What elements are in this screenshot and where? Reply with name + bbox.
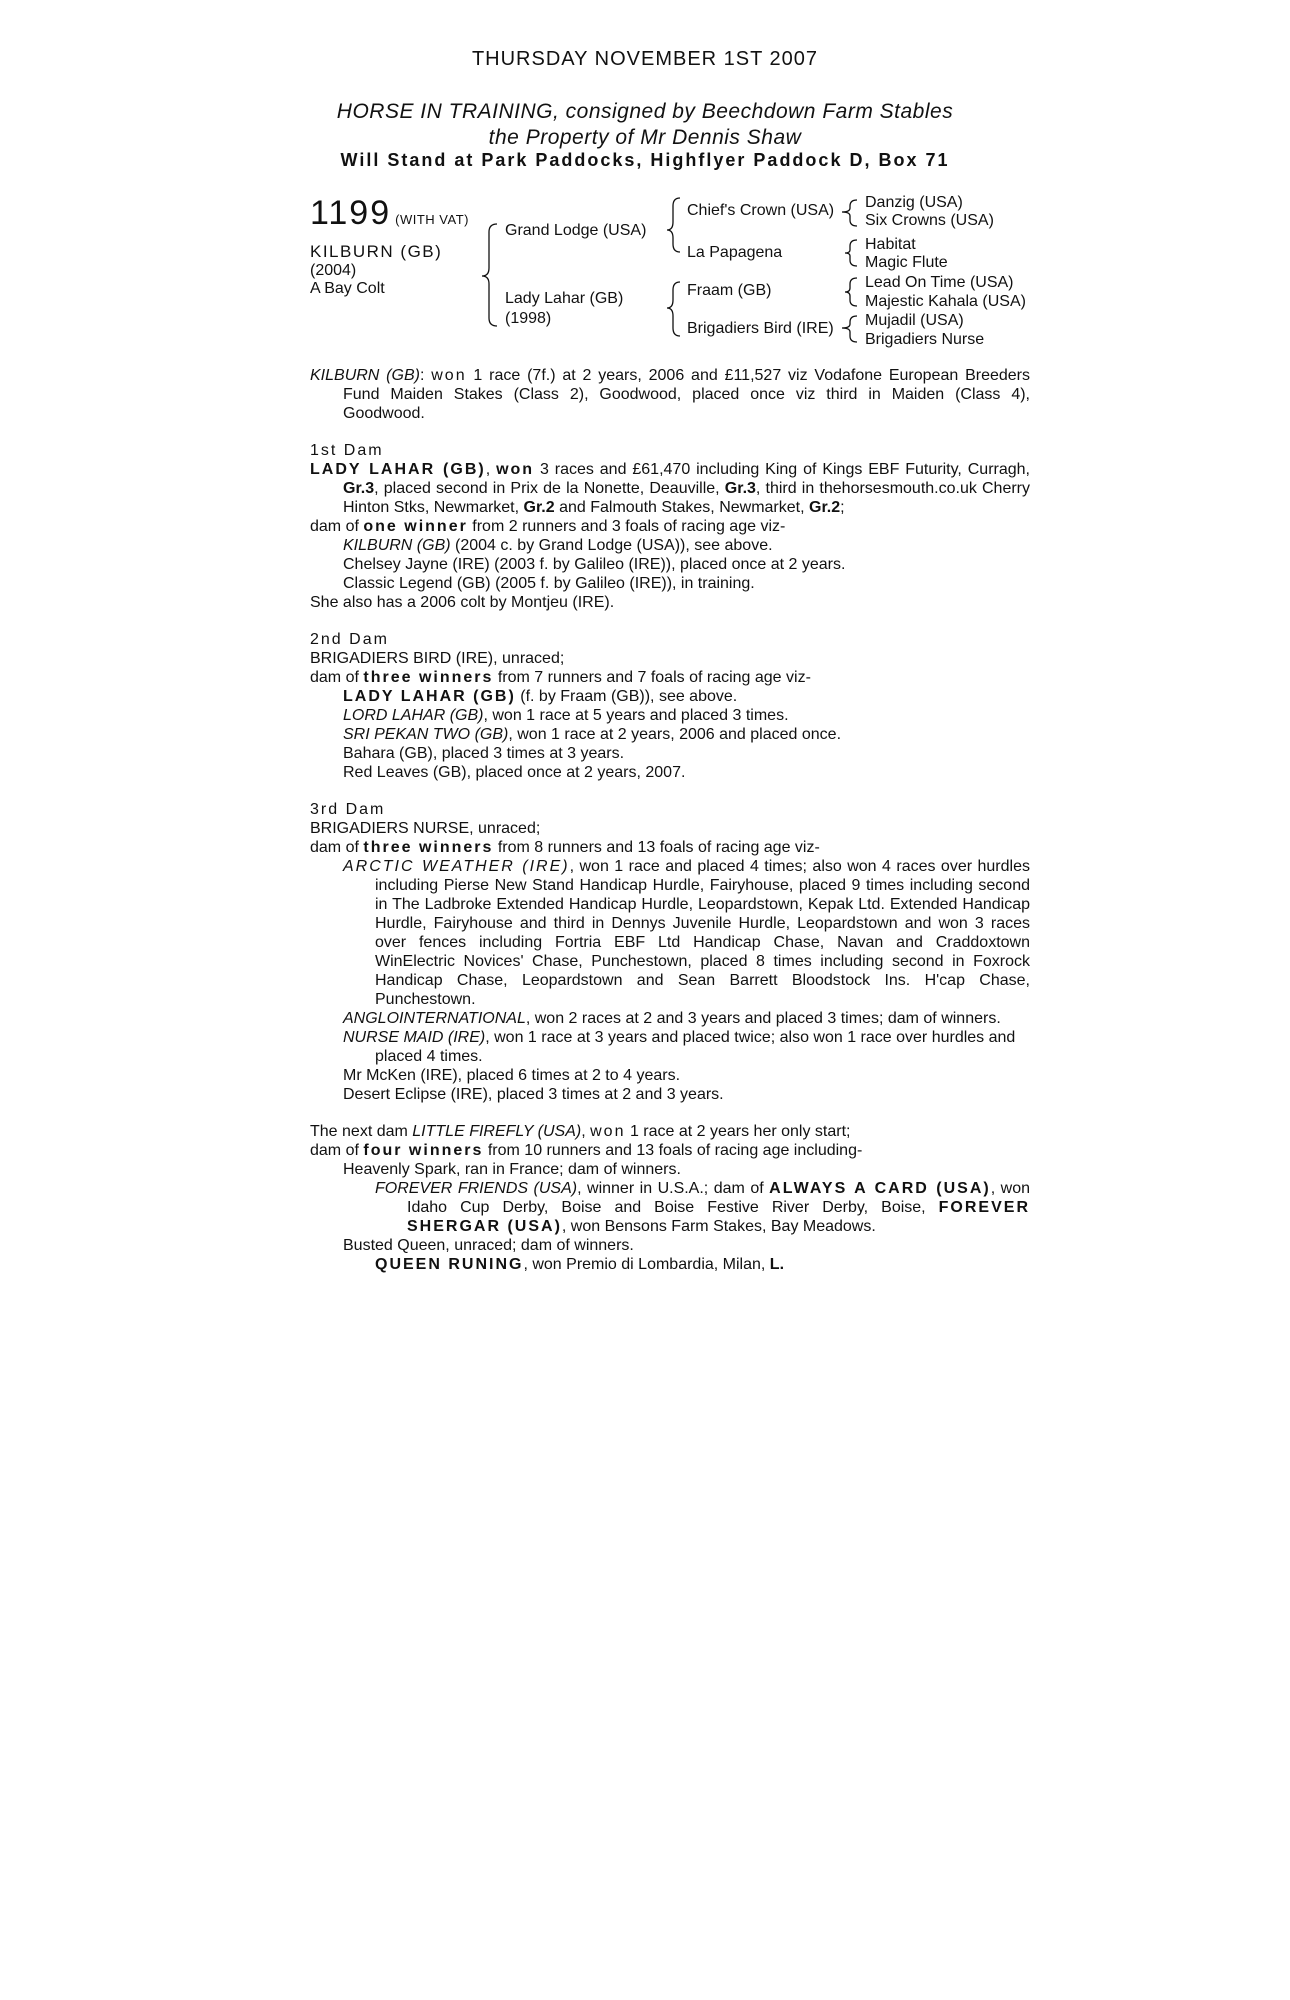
produce-name: QUEEN RUNING — [375, 1256, 524, 1273]
third-dam-name: BRIGADIERS NURSE, unraced; — [310, 820, 541, 837]
pedigree-sire-sire: Chief's Crown (USA) — [687, 202, 835, 219]
pedigree-sdd: Magic Flute — [865, 254, 948, 271]
first-dam-produce-summary — [310, 517, 1030, 536]
produce-name: KILBURN (GB) — [343, 537, 451, 554]
next-dam-produce-summary — [310, 1141, 1030, 1160]
produce-item — [310, 1255, 1030, 1274]
first-dam-won: won — [496, 461, 535, 478]
first-dam-text-4: and Falmouth Stakes, Newmarket, — [559, 499, 805, 516]
pedigree-dam-dam: Brigadiers Bird (IRE) — [687, 320, 834, 337]
dam-of-label: dam of — [310, 518, 359, 535]
winners-count: four winners — [363, 1142, 484, 1159]
produce-item: Busted Queen, unraced; dam of winners. — [343, 1237, 634, 1254]
section-gap — [310, 1104, 1030, 1122]
produce-name: LORD LAHAR (GB) — [343, 707, 484, 724]
produce-text: (f. by Fraam (GB)), see above. — [520, 688, 738, 705]
first-dam-text-3: , third in thehorsesmouth.co.uk Cherry Hinton Stks, Newmarket, — [343, 480, 1031, 516]
horse-name: KILBURN (GB) — [310, 242, 443, 261]
dam-of-rest: from 8 runners and 13 foals of racing age viz- — [497, 839, 820, 856]
first-dam-heading: 1st Dam — [310, 442, 384, 459]
dam-of-rest: from 10 runners and 13 foals of racing age including- — [487, 1142, 863, 1159]
dam-of-label: dam of — [310, 1142, 359, 1159]
dam-of-rest: from 2 runners and 3 foals of racing age viz- — [472, 518, 786, 535]
winners-count: three winners — [363, 839, 494, 856]
horse-record — [310, 366, 1030, 423]
produce-text: , won 2 races at 2 and 3 years and placed 3 times; dam of winners. — [525, 1010, 1001, 1027]
horse-record-name: KILBURN (GB) — [310, 367, 420, 384]
produce-item — [310, 1028, 1030, 1066]
pedigree-lines — [0, 0, 1290, 360]
produce-item: Red Leaves (GB), placed once at 2 years, 2007. — [343, 764, 686, 781]
horse-record-text: 1 race (7f.) at 2 years, 2006 and £11,527 viz Vodafone European Breeders Fund Maiden Stakes (Class 2), Goodwood, placed once viz third in Maiden (Class 4), Goodwood. — [343, 367, 1030, 422]
produce-item: Mr McKen (IRE), placed 6 times at 2 to 4 years. — [343, 1067, 681, 1084]
next-dam-text: 1 race at 2 years her only start; — [629, 1123, 851, 1140]
second-dam-produce-summary — [310, 668, 1030, 687]
grade-2: Gr.3 — [724, 480, 756, 497]
pedigree-dam: Lady Lahar (GB) — [505, 290, 624, 307]
lot-vat: (WITH VAT) — [395, 212, 469, 227]
first-dam-text-5: ; — [840, 499, 845, 516]
winners-count: one winner — [363, 518, 468, 535]
grade-listed: L. — [769, 1256, 785, 1273]
property-line: the Property of Mr Dennis Shaw — [488, 126, 802, 149]
produce-text: , won 1 race at 2 years, 2006 and placed once. — [508, 726, 842, 743]
produce-text: (2004 c. by Grand Lodge (USA)), see above. — [455, 537, 773, 554]
produce-text: , winner in U.S.A.; dam of — [577, 1180, 764, 1197]
pedigree-brace-ds — [845, 278, 857, 306]
produce-item — [310, 536, 1030, 555]
pedigree-dss: Lead On Time (USA) — [865, 274, 1014, 291]
dam-of-label: dam of — [310, 669, 359, 686]
produce-item — [310, 687, 1030, 706]
pedigree-dam-sire: Fraam (GB) — [687, 282, 772, 299]
first-dam-text-2: , placed second in Prix de la Nonette, Deauville, — [374, 480, 720, 497]
pedigree-ssd: Six Crowns (USA) — [865, 212, 994, 229]
produce-item — [310, 1009, 1030, 1028]
first-dam-name: LADY LAHAR (GB) — [310, 461, 486, 478]
pedigree-sire: Grand Lodge (USA) — [505, 222, 647, 239]
first-dam-text-1: 3 races and £61,470 including King of Kings EBF Futurity, Curragh, — [539, 461, 1031, 478]
grade-4: Gr.2 — [809, 499, 841, 516]
lot-number-value: 1199 — [310, 194, 392, 232]
produce-text: , won 1 race and placed 4 times; also won 4 races over hurdles including Pierse New Stand Handicap Hurdle, Fairyhouse, placed 9 times including second in The Ladbroke Extended Handicap Hurdle, Leopardstown, Kepak Ltd. Extended Handicap Hurdle, Fairyhouse and third in Dennys Juvenile Hurdle, Leopardstown and won 3 races over fences including Fortria EBF Ltd Handicap Chase, Navan and Craddoxtown WinElectric Novices' Chase, Punchestown, placed 8 times including second in Foxrock Handicap Chase, Leopardstown and Sean Barrett Bloodstock Ins. H'cap Chase, Punchestown. — [375, 858, 1030, 1008]
produce-item: Classic Legend (GB) (2005 f. by Galileo (IRE)), in training. — [343, 575, 755, 592]
pedigree-brace-sire — [667, 198, 680, 252]
dam-of-rest: from 7 runners and 7 foals of racing age viz- — [497, 669, 811, 686]
produce-item — [310, 725, 1030, 744]
next-dam-record — [310, 1122, 1030, 1141]
pedigree-sds: Habitat — [865, 236, 916, 253]
horse-record-colon: : — [419, 367, 425, 384]
pedigree-dam-year: (1998) — [505, 310, 552, 327]
produce-item: Chelsey Jayne (IRE) (2003 f. by Galileo (IRE)), placed once at 2 years. — [343, 556, 846, 573]
produce-item — [310, 857, 1030, 1009]
pedigree-brace-dd — [842, 316, 857, 342]
grade-3: Gr.2 — [523, 499, 555, 516]
pedigree-brace-ss — [842, 200, 857, 226]
pedigree-sire-dam: La Papagena — [687, 244, 783, 261]
produce-item: Desert Eclipse (IRE), placed 3 times at 2 and 3 years. — [343, 1086, 724, 1103]
third-dam-produce-summary — [310, 838, 1030, 857]
sale-date: THURSDAY NOVEMBER 1ST 2007 — [471, 48, 819, 70]
produce-name: ANGLOINTERNATIONAL — [343, 1010, 526, 1027]
pedigree-brace-gen1 — [482, 224, 497, 326]
produce-name: FOREVER FRIENDS (USA) — [375, 1180, 578, 1197]
dam-of-label: dam of — [310, 839, 359, 856]
next-dam-label: The next dam — [310, 1123, 408, 1140]
produce-item — [310, 1179, 1030, 1236]
next-dam-name: LITTLE FIREFLY (USA) — [412, 1123, 582, 1140]
third-dam-heading: 3rd Dam — [310, 801, 386, 818]
pedigree-sss: Danzig (USA) — [865, 194, 963, 211]
produce-name-bold: FOREVER SHERGAR (USA) — [407, 1199, 1030, 1235]
produce-name: NURSE MAID (IRE) — [343, 1029, 486, 1046]
produce-note: She also has a 2006 colt by Montjeu (IRE). — [310, 594, 615, 611]
produce-name: ARCTIC WEATHER (IRE) — [343, 858, 570, 875]
location-line: Will Stand at Park Paddocks, Highflyer Paddock D, Box 71 — [340, 150, 950, 170]
pedigree-brace-sd — [845, 240, 857, 266]
produce-name-bold: ALWAYS A CARD (USA) — [769, 1180, 991, 1197]
produce-name: SRI PEKAN TWO (GB) — [343, 726, 509, 743]
produce-item — [310, 706, 1030, 725]
winners-count: three winners — [363, 669, 494, 686]
second-dam-name: BRIGADIERS BIRD (IRE), unraced; — [310, 650, 565, 667]
first-dam-record: LADY LAHAR (GB), won 3 races and £61,470 including King of Kings EBF Futurity, Curragh, Gr.3, placed second in Prix de la Nonette, Deauville, Gr.3, third in thehorsesmouth.co.uk Cherry Hinton Stks, Newmarket, Gr.2 and Falmouth Stakes, Newmarket, Gr.2; — [310, 461, 1031, 516]
catalogue-body — [310, 366, 1030, 1274]
produce-item: Bahara (GB), placed 3 times at 3 years. — [343, 745, 625, 762]
produce-text-2: , won Idaho Cup Derby, Boise and Boise Festive River Derby, Boise, — [407, 1180, 1031, 1216]
produce-item: Heavenly Spark, ran in France; dam of winners. — [343, 1161, 681, 1178]
produce-name: LADY LAHAR (GB) — [343, 688, 516, 705]
pedigree-dds: Mujadil (USA) — [865, 312, 964, 329]
produce-text: , won Premio di Lombardia, Milan, — [523, 1256, 766, 1273]
next-dam-won: won — [590, 1123, 626, 1140]
pedigree-ddd: Brigadiers Nurse — [865, 331, 985, 348]
pedigree-brace-dam — [667, 282, 680, 336]
horse-description: A Bay Colt — [310, 280, 385, 297]
next-dam-comma: , — [581, 1123, 586, 1140]
horse-record-won: won — [431, 367, 467, 384]
produce-text-3: , won Bensons Farm Stakes, Bay Meadows. — [561, 1218, 876, 1235]
consignment-line: HORSE IN TRAINING, consigned by Beechdown Farm Stables — [336, 100, 954, 123]
pedigree-dsd: Majestic Kahala (USA) — [865, 293, 1026, 310]
produce-text: , won 1 race at 3 years and placed twice; also won 1 race over hurdles and placed 4 times. — [375, 1029, 1016, 1065]
grade-1: Gr.3 — [343, 480, 375, 497]
produce-text: , won 1 race at 5 years and placed 3 times. — [483, 707, 789, 724]
horse-year: (2004) — [310, 262, 357, 279]
second-dam-heading: 2nd Dam — [310, 631, 389, 648]
